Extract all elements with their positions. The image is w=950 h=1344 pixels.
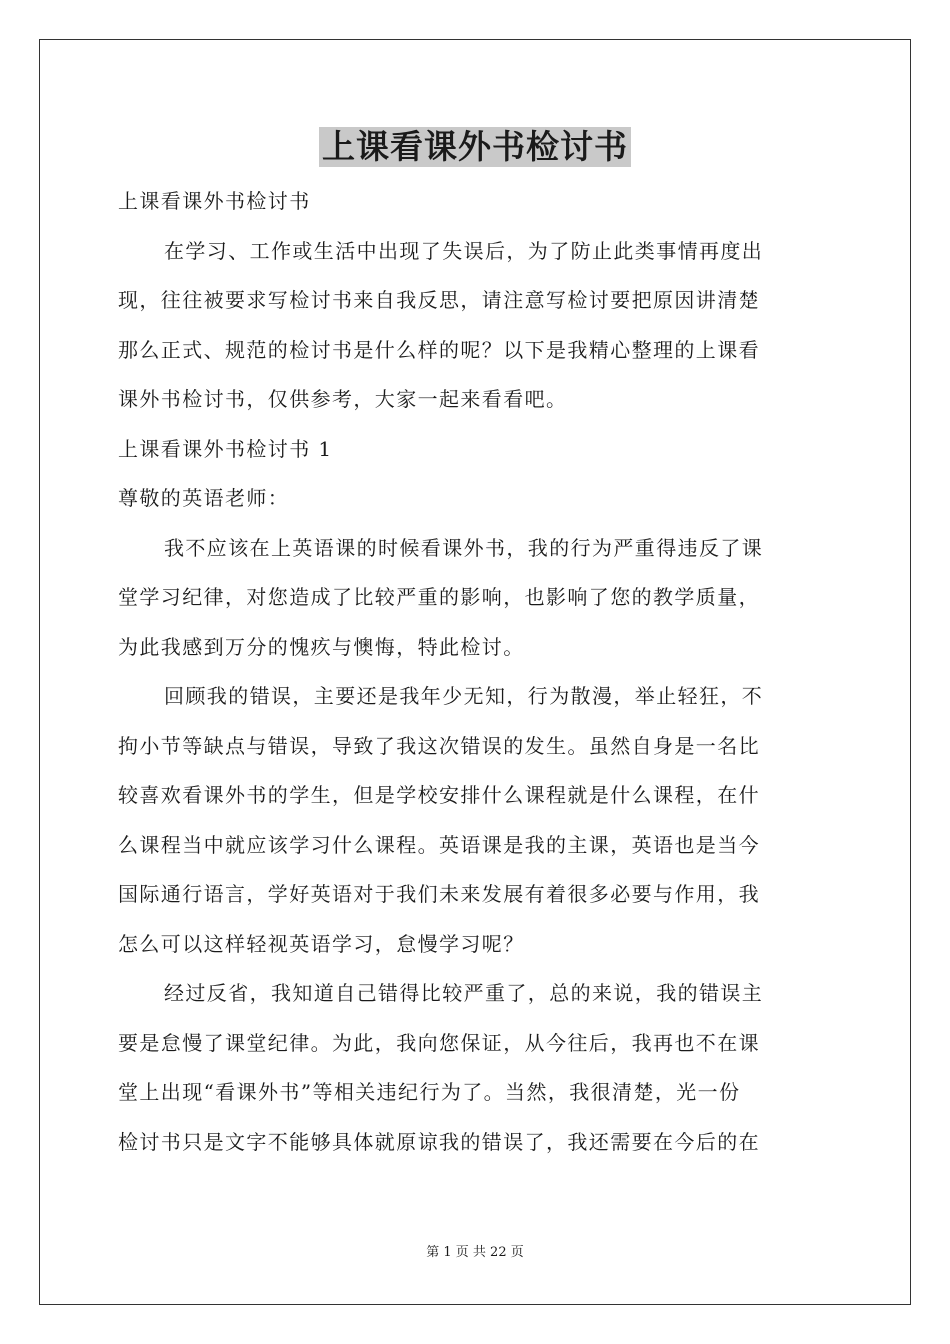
- body-line: 国际通行语言，学好英语对于我们未来发展有着很多必要与作用，我: [118, 882, 760, 906]
- body-line: 堂学习纪律，对您造成了比较严重的影响，也影响了您的教学质量，: [118, 585, 760, 609]
- body-line: 堂上出现“看课外书”等相关违纪行为了。当然，我很清楚，光一份: [118, 1080, 741, 1104]
- body-line: 为此我感到万分的愧疚与懊悔，特此检讨。: [118, 634, 525, 659]
- body-line: 检讨书只是文字不能够具体就原谅我的错误了，我还需要在今后的在: [118, 1129, 760, 1154]
- title-container: [0, 127, 950, 167]
- body-line: 我不应该在上英语课的时候看课外书，我的行为严重得违反了课: [164, 535, 764, 560]
- body-line: 上课看课外书检讨书: [118, 189, 311, 213]
- document-body: [118, 177, 834, 1167]
- salutation: 尊敬的英语老师：: [118, 486, 290, 510]
- body-line: 么课程当中就应该学习什么课程。英语课是我的主课，英语也是当今: [118, 832, 760, 857]
- body-line: 那么正式、规范的检讨书是什么样的呢？以下是我精心整理的上课看: [118, 337, 760, 362]
- page-number: 第 1 页 共 22 页: [426, 1245, 524, 1260]
- body-line: 较喜欢看课外书的学生，但是学校安排什么课程就是什么课程，在什: [118, 783, 760, 807]
- body-line: 拘小节等缺点与错误，导致了我这次错误的发生。虽然自身是一名比: [118, 733, 760, 758]
- body-line: 怎么可以这样轻视英语学习，怠慢学习呢？: [118, 931, 525, 956]
- body-line: 要是怠慢了课堂纪律。为此，我向您保证，从今往后，我再也不在课: [118, 1030, 760, 1055]
- body-line: 在学习、工作或生活中出现了失误后，为了防止此类事情再度出: [164, 238, 764, 263]
- body-line: 课外书检讨书，仅供参考，大家一起来看看吧。: [118, 387, 568, 411]
- document-title: 上课看课外书检讨书: [319, 127, 631, 167]
- body-line: 现，往往被要求写检讨书来自我反思，请注意写检讨要把原因讲清楚: [118, 288, 760, 312]
- body-line: 经过反省，我知道自己错得比较严重了，总的来说，我的错误主: [164, 981, 764, 1005]
- body-line: 回顾我的错误，主要还是我年少无知，行为散漫，举止轻狂，不: [164, 684, 764, 708]
- page-footer: [0, 1241, 950, 1260]
- section-heading: 上课看课外书检讨书 1: [118, 436, 333, 461]
